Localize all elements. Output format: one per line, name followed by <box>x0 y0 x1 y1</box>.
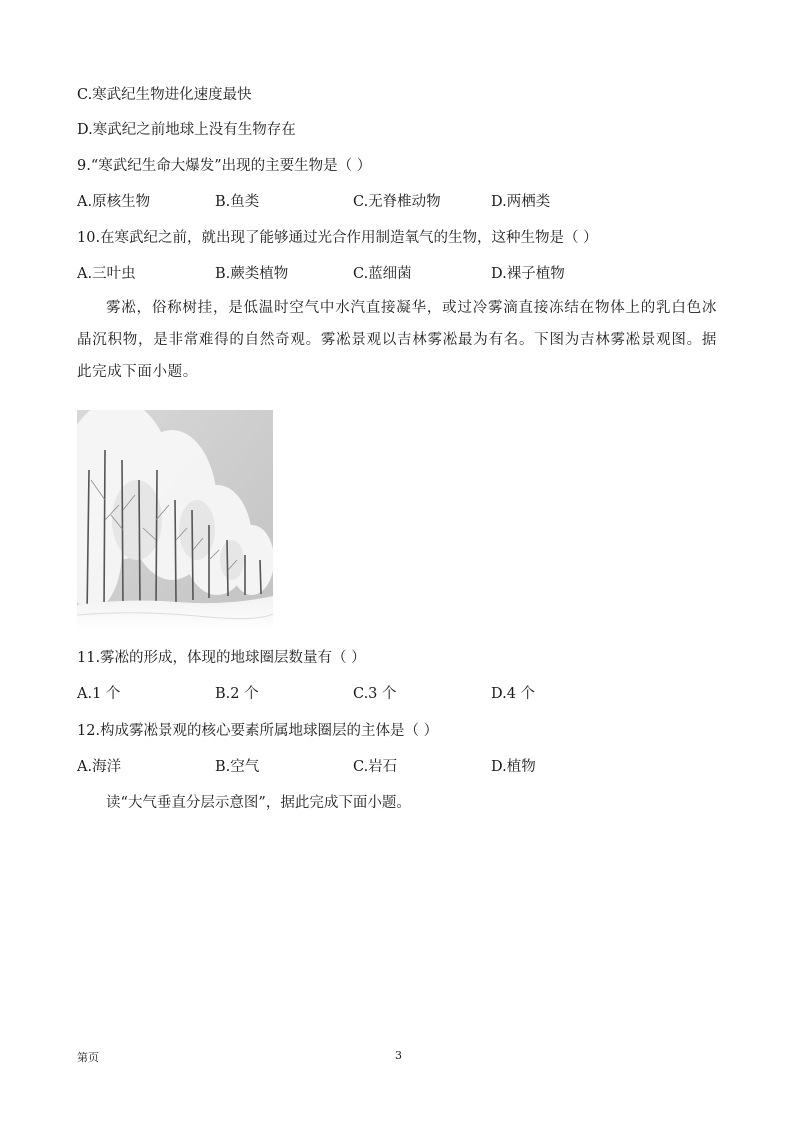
q12-options <box>77 757 717 777</box>
q12-option-c: C.岩石 <box>353 759 398 775</box>
question-12: 12.构成雾凇景观的核心要素所属地球圈层的主体是（ ） <box>77 723 439 739</box>
q12-option-a: A.海洋 <box>77 759 122 775</box>
question-11: 11.雾凇的形成，体现的地球圈层数量有（ ） <box>77 650 366 666</box>
q9-option-b: B.鱼类 <box>215 194 260 210</box>
q9-options <box>77 192 717 212</box>
q9-option-d: D.两栖类 <box>491 194 551 210</box>
q11-option-d: D.4 个 <box>491 686 536 702</box>
page-number: 3 <box>395 1049 402 1062</box>
q10-options <box>77 264 717 284</box>
q10-option-d: D.裸子植物 <box>491 266 565 282</box>
q11-option-c: C.3 个 <box>353 686 397 702</box>
q12-option-b: B.空气 <box>215 759 260 775</box>
q9-option-a: A.原核生物 <box>77 194 151 210</box>
q12-option-d: D.植物 <box>491 759 536 775</box>
q11-option-b: B.2 个 <box>215 686 259 702</box>
rime-landscape-photo <box>77 410 273 632</box>
q11-options <box>77 684 717 704</box>
q10-option-c: C.蓝细菌 <box>353 266 412 282</box>
q8-option-d: D.寒武纪之前地球上没有生物存在 <box>77 122 296 138</box>
footer-label: 第页 <box>77 1051 99 1064</box>
q10-option-a: A.三叶虫 <box>77 266 136 282</box>
rime-passage: 雾凇，俗称树挂，是低温时空气中水汽直接凝华，或过冷雾滴直接冻结在物体上的乳白色冰晶沉积物，是非常难得的自然奇观。雾凇景观以吉林雾凇最为有名。下图为吉林雾凇景观图。据此完成下面小题。 <box>77 300 717 380</box>
q10-option-b: B.蕨类植物 <box>215 266 289 282</box>
q8-option-c: C.寒武纪生物进化速度最快 <box>77 87 252 103</box>
question-10: 10.在寒武纪之前，就出现了能够通过光合作用制造氧气的生物，这种生物是（ ） <box>77 230 598 246</box>
q11-option-a: A.1 个 <box>77 686 121 702</box>
question-9: 9.“寒武纪生命大爆发”出现的主要生物是（ ） <box>77 158 372 174</box>
q9-option-c: C.无脊椎动物 <box>353 194 441 210</box>
atmosphere-intro: 读“大气垂直分层示意图”，据此完成下面小题。 <box>106 795 411 811</box>
